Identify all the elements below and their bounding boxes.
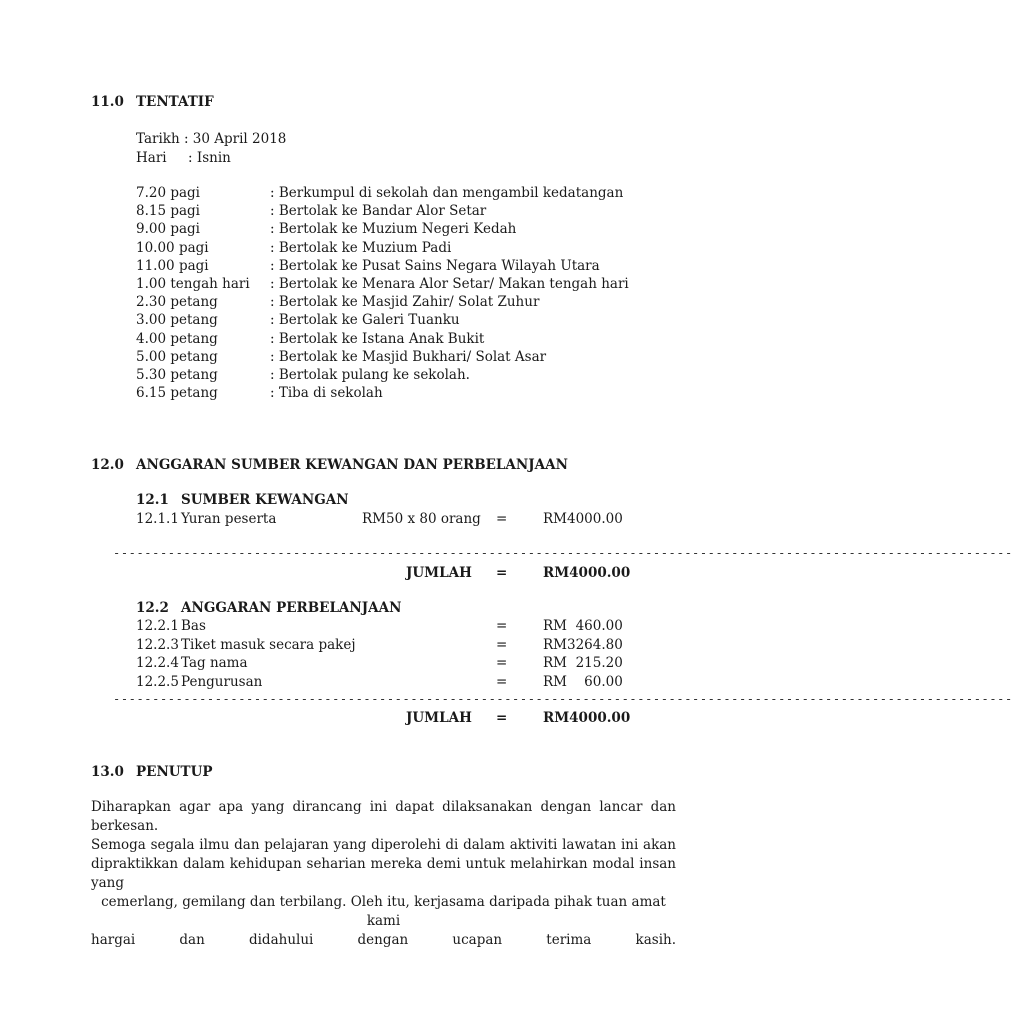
schedule-time: 6.15 petang [136,385,218,402]
trip-date: Tarikh : 30 April 2018 [136,131,287,147]
section-13-number: 13.0 [91,764,124,780]
schedule-time: 1.00 tengah hari [136,276,250,292]
subsection-12-1-title: SUMBER KEWANGAN [181,492,349,508]
section-13-title: PENUTUP [136,764,213,780]
schedule-time: 7.20 pagi [136,185,200,201]
expense-item-amount: RM 215.20 [543,655,623,671]
schedule-activity: : Bertolak ke Istana Anak Bukit [270,330,485,347]
expense-item-amount: RM 460.00 [543,618,623,634]
closing-paragraph [91,798,676,950]
expense-item-eq: = [496,618,508,634]
expense-item-eq: = [496,655,508,671]
schedule-activity: : Bertolak ke Pusat Sains Negara Wilayah Utara [270,257,600,274]
income-item-calc: RM50 x 80 orang [362,511,481,527]
expense-item-amount: RM3264.80 [543,636,623,653]
schedule-time: 2.30 petang [136,294,218,311]
paragraph-line: Diharapkan agar apa yang dirancang ini dapat dilaksanakan dengan lancar dan berkesan. [91,799,676,834]
schedule-time: 10.00 pagi [136,239,209,256]
schedule-time: 11.00 pagi [136,257,209,274]
schedule-time: 9.00 pagi [136,221,200,238]
section-11-number: 11.0 [91,94,124,110]
schedule-activity: : Bertolak ke Muzium Padi [270,239,452,256]
income-total-equals: = [496,565,508,581]
expense-item-code: 12.2.5 [136,673,179,690]
expense-item-amount: RM 60.00 [543,673,623,690]
schedule-time: 5.00 petang [136,348,218,365]
schedule-activity: : Bertolak ke Masjid Bukhari/ Solat Asar [270,348,547,365]
subsection-12-2-number: 12.2 [136,600,169,616]
schedule-activity: : Bertolak ke Bandar Alor Setar [270,203,487,220]
schedule-time: 8.15 pagi [136,203,200,220]
paragraph-line: cemerlang, gemilang dan terbilang. Oleh itu, kerjasama daripada pihak tuan amat kami [101,894,666,929]
expense-item-name: Pengurusan [181,673,263,690]
divider-line: ------------------------------------------------------------------------------------------------------------------- [113,692,1013,706]
expense-total-amount: RM4000.00 [543,710,631,726]
subsection-12-1-number: 12.1 [136,492,169,508]
schedule-activity: : Tiba di sekolah [270,385,383,402]
income-total-amount: RM4000.00 [543,565,631,581]
schedule-time: 4.00 petang [136,330,218,347]
expense-item-code: 12.2.3 [136,636,179,653]
income-item-equals: = [496,511,508,527]
schedule-activity: : Berkumpul di sekolah dan mengambil kedatangan [270,185,624,201]
paragraph-line: hargai dan didahului dengan ucapan terima kasih. [91,932,676,948]
schedule-activity: : Bertolak ke Menara Alor Setar/ Makan tengah hari [270,276,629,292]
expense-item-eq: = [496,636,508,653]
expense-item-name: Bas [181,618,206,634]
section-11-title: TENTATIF [136,94,214,110]
expense-item-code: 12.2.1 [136,618,179,634]
expense-item-name: Tiket masuk secara pakej [181,636,356,653]
income-item-name: Yuran peserta [181,511,277,527]
paragraph-line: dipraktikkan dalam kehidupan seharian mereka demi untuk melahirkan modal insan yang [91,856,676,891]
schedule-activity: : Bertolak ke Galeri Tuanku [270,312,460,329]
expense-total-label: JUMLAH [406,710,472,726]
section-12-title: ANGGARAN SUMBER KEWANGAN DAN PERBELANJAAN [136,457,568,473]
income-item-amount: RM4000.00 [543,511,623,527]
paragraph-line: Semoga segala ilmu dan pelajaran yang diperolehi di dalam aktiviti lawatan ini akan [91,837,676,853]
divider-line: ------------------------------------------------------------------------------------------------------------------- [113,546,1013,560]
schedule-activity: : Bertolak pulang ke sekolah. [270,367,470,383]
trip-day: Hari : Isnin [136,150,231,166]
expense-total-equals: = [496,710,508,726]
income-total-label: JUMLAH [406,565,472,581]
schedule-activity: : Bertolak ke Masjid Zahir/ Solat Zuhur [270,294,540,311]
schedule-time: 3.00 petang [136,312,218,329]
income-item-code: 12.1.1 [136,511,179,527]
expense-item-eq: = [496,673,508,690]
expense-item-code: 12.2.4 [136,655,179,671]
schedule-time: 5.30 petang [136,367,218,383]
expense-item-name: Tag nama [181,655,248,671]
schedule-activity: : Bertolak ke Muzium Negeri Kedah [270,221,517,238]
section-12-number: 12.0 [91,457,124,473]
subsection-12-2-title: ANGGARAN PERBELANJAAN [181,600,402,616]
